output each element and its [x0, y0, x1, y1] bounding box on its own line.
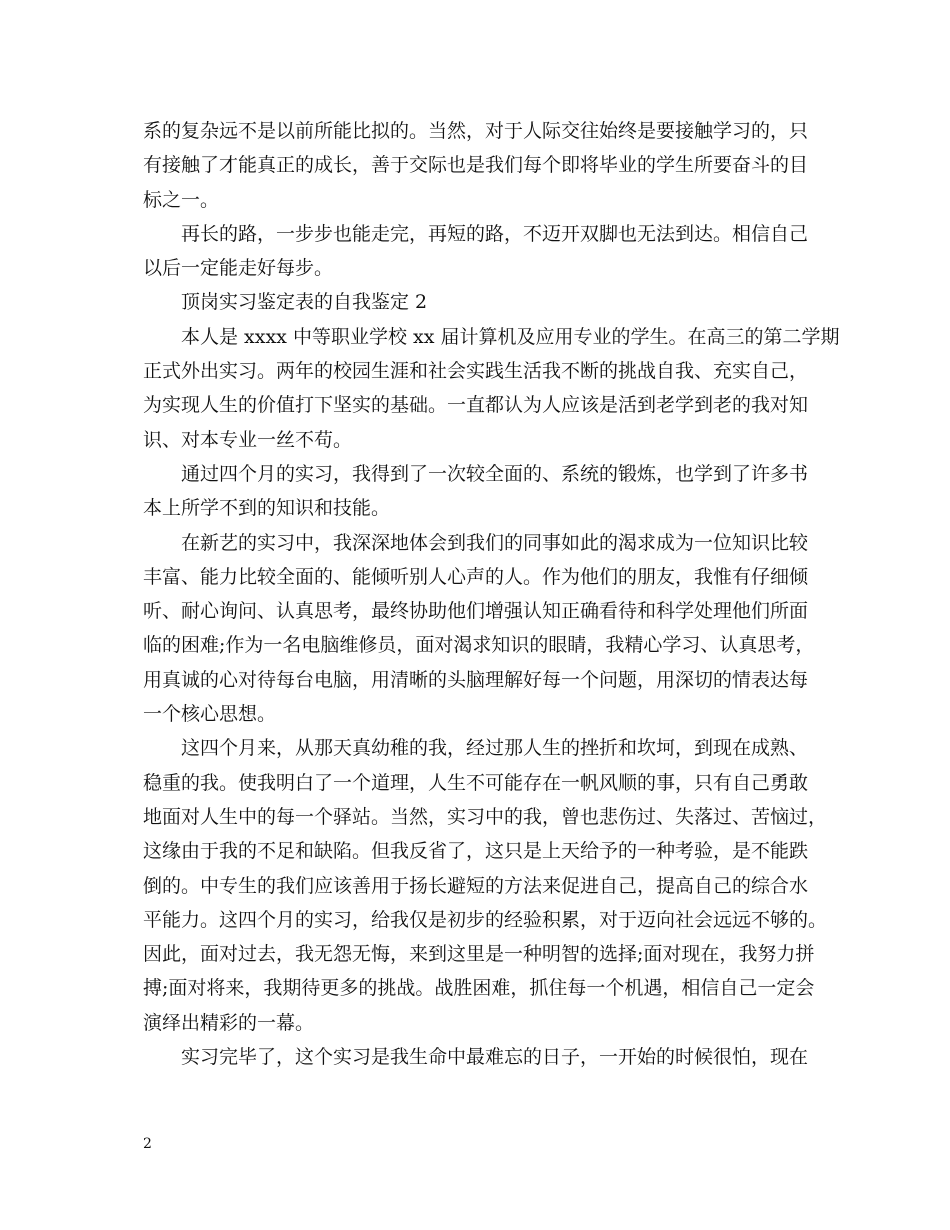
- document-body: [143, 114, 840, 1074]
- text-line: 正式外出实习。两年的校园生涯和社会实践生活我不断的挑战自我、充实自己，: [143, 360, 809, 383]
- text-line: 临的困难;作为一名电脑维修员，面对渴求知识的眼睛，我精心学习、认真思考，: [143, 634, 815, 657]
- text-line: 搏;面对将来，我期待更多的挑战。战胜困难，抓住每一个机遇，相信自己一定会: [143, 977, 815, 1000]
- text-line: 一个核心思想。: [143, 703, 277, 726]
- text-line: 识、对本专业一丝不苟。: [143, 428, 353, 451]
- text-line: 本上所学不到的知识和技能。: [143, 497, 391, 520]
- text-line: 听、耐心询问、认真思考，最终协助他们增强认知正确看待和科学处理他们所面: [143, 600, 809, 623]
- text-line: 为实现人生的价值打下坚实的基础。一直都认为人应该是活到老学到老的我对知: [143, 394, 809, 417]
- text-line: 标之一。: [143, 188, 220, 211]
- text-line: 用真诚的心对待每台电脑，用清晰的头脑理解好每一个问题，用深切的情表达每: [143, 668, 809, 691]
- text-line: 系的复杂远不是以前所能比拟的。当然，对于人际交往始终是要接触学习的，只: [143, 120, 809, 142]
- text-line: 在新艺的实习中，我深深地体会到我们的同事如此的渴求成为一位知识比较: [181, 531, 809, 554]
- text-line: 再长的路，一步步也能走完，再短的路，不迈开双脚也无法到达。相信自己: [181, 222, 809, 245]
- text-line: 有接触了才能真正的成长，善于交际也是我们每个即将毕业的学生所要奋斗的目: [143, 154, 809, 177]
- text-line: 演绎出精彩的一幕。: [143, 1011, 315, 1034]
- text-line: 通过四个月的实习，我得到了一次较全面的、系统的锻炼，也学到了许多书: [181, 462, 809, 485]
- text-line: 以后一定能走好每步。: [143, 257, 334, 280]
- text-line: 本人是 xxxx 中等职业学校 xx 届计算机及应用专业的学生。在高三的第二学期: [181, 325, 840, 348]
- text-line: 稳重的我。使我明白了一个道理，人生不可能存在一帆风顺的事，只有自己勇敢: [143, 771, 809, 794]
- text-line: 地面对人生中的每一个驿站。当然，实习中的我，曾也悲伤过、失落过、苦恼过，: [143, 805, 828, 828]
- text-line: 顶岗实习鉴定表的自我鉴定 2: [181, 291, 428, 314]
- text-line: 倒的。中专生的我们应该善用于扬长避短的方法来促进自己，提高自己的综合水: [143, 874, 809, 897]
- text-line: 实习完毕了，这个实习是我生命中最难忘的日子，一开始的时候很怕，现在: [181, 1046, 809, 1069]
- page-number: 2: [143, 1136, 152, 1152]
- text-line: 平能力。这四个月的实习，给我仅是初步的经验积累，对于迈向社会远远不够的。: [143, 908, 828, 931]
- text-line: 这缘由于我的不足和缺陷。但我反省了，这只是上天给予的一种考验，是不能跌: [143, 840, 809, 863]
- text-line: 丰富、能力比较全面的、能倾听别人心声的人。作为他们的朋友，我惟有仔细倾: [143, 565, 809, 588]
- text-line: 这四个月来，从那天真幼稚的我，经过那人生的挫折和坎坷，到现在成熟、: [181, 737, 809, 760]
- text-line: 因此，面对过去，我无怨无悔，来到这里是一种明智的选择;面对现在，我努力拼: [143, 943, 815, 966]
